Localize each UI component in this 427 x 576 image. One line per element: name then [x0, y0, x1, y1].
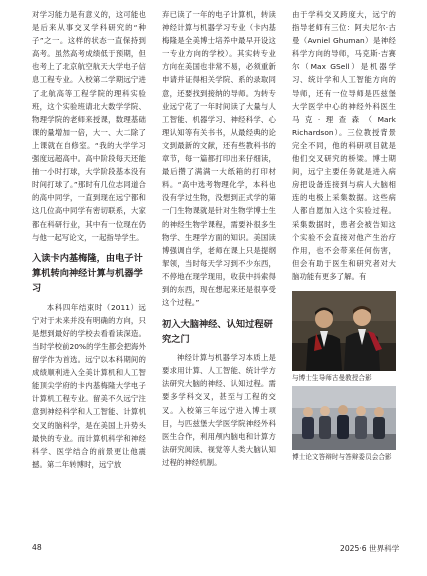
text-column-3 — [292, 8, 396, 463]
photo-caption: 与博士生导师古曼教授合影 — [292, 373, 372, 382]
section-heading: 入读卡内基梅隆，由电子计算机转向神经计算与机器学习 — [32, 252, 143, 294]
paragraph: 本科四年结束时（2011）远宁对于未来并没有明确的方向，只是想到最好的学校去看看读深造。当时学校前20%的学生都会把海外留学作为首选。远宁以本科期间的成绩顺利进入全美计算机和人工智能顶尖学府的卡内基梅隆大学电子计算机工程专业。留美不久远宁注意到神经科学和人工智能、计算机交叉的脑科学，是在美国上升势头最快的专业。而计算机科学和神经科学、医学结合的前景更让他震撼。第二年转博时，远宁放 — [32, 302, 146, 469]
paragraph: 神经计算与机器学习本质上是要求用计算、人工智能、统计学方法研究大脑的神经、认知过程。需要多学科交叉，甚至与工程的交叉。入校第三年远宁进入博士项目，与匹兹堡大学医学院神经外科医生合作，利用颅内脑电和计算方法研究阅读、视觉等人类大脑认知过程的神经机制。 — [162, 353, 276, 467]
photo-with-advisor — [292, 291, 396, 371]
issue-label: 2025·6 世界科学 — [340, 544, 400, 553]
paragraph: 对学习能力是有意义的，这可能也是后来从事交叉学科研究的“种子”之一。这样的状态一直保持到高考。虽然高考成绩低于预期，但也考上了北京航空航天大学电子信息工程专业。入校第二学期远宁进了北航高等工程学院的理科实验班，这个实验班请北大数学学院、物理学院的老师来授课，数理基础课的量增加一倍，大一、大二除了上课就在自修室。“我的大学学习强度远超高中。高中阶段每天还能抽一小时打球，大学阶段基本没有时间打球了。”那时有几位志同道合的高中同学，一直到现在远宁都和这几位高中同学有密切联系，大家都在科研行业，其中有一位现在仍与他一起写论文，一起指导学生。 — [32, 10, 146, 242]
paragraph: 由于学科交叉跨度大，远宁的指导老师有三位：阿夫尼尔·古曼（Avniel Ghuman）是神经科学方向的导师，马克斯·吉赛尔（Max GSell）是机器学习、统计学和人工智能方向的导师，还有一位导师是匹兹堡大学医学中心的神经外科医生马克·理查森（Mark Richardson）。三位教授背景完全不同，他的科研项目就是他们交叉研究的桥梁。博士期间，远宁主要任务就是进入病房把设备连接到与病人大脑相连的电极上采集数据。这些病人都自愿加入这个实验过程。采集数据时，患者会被告知这个实验不会直接对他产生治疗作用，也不会带来任何伤害，但会有助于医生和研究者对大脑功能有更多了解。有 — [292, 10, 396, 281]
photo-caption: 博士论文答辩时与答辩委员会合影 — [292, 452, 392, 461]
photo-defense-committee — [292, 386, 396, 450]
section-heading: 初入大脑神经、认知过程研究之门 — [162, 319, 273, 346]
text-column-2 — [162, 8, 276, 469]
page-number: 48 — [32, 543, 42, 552]
paragraph: 弃已读了一年的电子计算机，转读神经计算与机器学习专业（卡内基梅隆是全美博士培养中最早开设这一专业方向的学校）。其实转专业方向在美国也非常不易，必须重新申请并证得相关学院、系的录取同意，还要找到接纳的导师。为转专业远宁花了一年时间读了大量与人工智能、机器学习、神经科学、心理认知等有关书书，从最经典的论文到最新的文献，还有些教科书的章节，每一篇都打印出来仔细读，最后攒了满满一大纸箱的打印材料。“高中选考物理化学，本科也没有学过生物，没想到正式学的第一门生物课就是针对生物学博士生的神经生物学课程，需要补很多生物学、生理学方面的知识。美国读博强调自学，老师在课上只是提纲挈领，当时每天学习到不少东西，不停地在现学现用，收获中抖索得到的东西，现在想起来还是很享受这个过程。” — [162, 10, 276, 308]
text-column-1 — [32, 8, 146, 471]
